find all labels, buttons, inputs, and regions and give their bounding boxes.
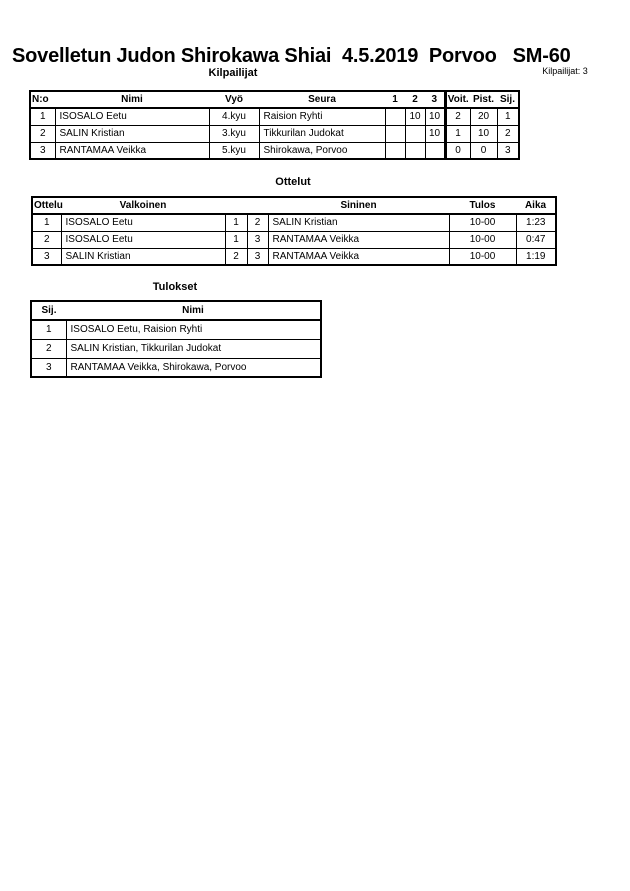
cell-tulos: 10-00	[449, 214, 516, 231]
cell-sij: 1	[497, 108, 519, 125]
cell-nro: 2	[30, 125, 55, 142]
table-row	[30, 125, 519, 142]
table-row	[31, 358, 321, 377]
col-header-blue-nro	[247, 197, 268, 214]
cell-round3	[425, 142, 445, 159]
section-title-ottelut: Ottelut	[275, 176, 311, 188]
col-header-round3: 3	[425, 91, 445, 108]
col-header-pist: Pist.	[470, 91, 497, 108]
cell-valkoinen: ISOSALO Eetu	[61, 231, 225, 248]
col-header-round1: 1	[385, 91, 405, 108]
cell-nimi: ISOSALO Eetu	[55, 108, 209, 125]
section-title-kilpailijat: Kilpailijat	[208, 67, 258, 79]
cell-sininen: SALIN Kristian	[268, 214, 449, 231]
col-header-sij: Sij.	[31, 301, 66, 320]
cell-pist: 10	[470, 125, 497, 142]
cell-sininen: RANTAMAA Veikka	[268, 248, 449, 265]
cell-valkoinen: SALIN Kristian	[61, 248, 225, 265]
col-header-round2: 2	[405, 91, 425, 108]
cell-voit: 0	[445, 142, 470, 159]
cell-aika: 1:19	[516, 248, 556, 265]
cell-nimi: SALIN Kristian	[55, 125, 209, 142]
cell-vyo: 3.kyu	[209, 125, 259, 142]
cell-blue-nro: 2	[247, 214, 268, 231]
table-row	[31, 320, 321, 339]
cell-seura: Shirokawa, Porvoo	[259, 142, 385, 159]
cell-round3: 10	[425, 108, 445, 125]
cell-ottelu: 3	[32, 248, 61, 265]
cell-tulos: 10-00	[449, 248, 516, 265]
col-header-sininen: Sininen	[268, 197, 449, 214]
cell-sij: 2	[497, 125, 519, 142]
col-header-vyo: Vyö	[209, 91, 259, 108]
cell-round1	[385, 108, 405, 125]
cell-vyo: 4.kyu	[209, 108, 259, 125]
cell-blue-nro: 3	[247, 248, 268, 265]
col-header-nimi: Nimi	[55, 91, 209, 108]
competitors-count-label: Kilpailijat: 3	[542, 66, 588, 76]
cell-round1	[385, 125, 405, 142]
cell-round2	[405, 125, 425, 142]
col-header-seura: Seura	[259, 91, 385, 108]
cell-seura: Tikkurilan Judokat	[259, 125, 385, 142]
cell-vyo: 5.kyu	[209, 142, 259, 159]
cell-round1	[385, 142, 405, 159]
col-header-nimi: Nimi	[66, 301, 321, 320]
col-header-valkoinen: Valkoinen	[61, 197, 225, 214]
table-row	[31, 339, 321, 358]
cell-voit: 2	[445, 108, 470, 125]
cell-seura: Raision Ryhti	[259, 108, 385, 125]
cell-nimi: RANTAMAA Veikka	[55, 142, 209, 159]
cell-sij: 3	[497, 142, 519, 159]
cell-sij: 2	[31, 339, 66, 358]
ottelut-table	[31, 196, 557, 266]
col-header-ottelu: Ottelu	[32, 197, 61, 214]
cell-aika: 0:47	[516, 231, 556, 248]
cell-round3: 10	[425, 125, 445, 142]
cell-valkoinen: ISOSALO Eetu	[61, 214, 225, 231]
tulokset-header-row	[31, 301, 321, 320]
cell-nimi: SALIN Kristian, Tikkurilan Judokat	[66, 339, 321, 358]
page-title: Sovelletun Judon Shirokawa Shiai 4.5.2019 Porvoo SM-60	[12, 45, 571, 67]
cell-nimi: ISOSALO Eetu, Raision Ryhti	[66, 320, 321, 339]
cell-tulos: 10-00	[449, 231, 516, 248]
col-header-tulos: Tulos	[449, 197, 516, 214]
table-row	[32, 231, 556, 248]
section-title-tulokset: Tulokset	[152, 281, 198, 293]
table-row	[32, 248, 556, 265]
kilpailijat-table	[29, 90, 520, 160]
tulokset-table	[30, 300, 322, 378]
cell-round2	[405, 142, 425, 159]
kilpailijat-header-row	[30, 91, 519, 108]
col-header-voit: Voit.	[445, 91, 470, 108]
cell-round2: 10	[405, 108, 425, 125]
col-header-aika: Aika	[516, 197, 556, 214]
cell-nimi: RANTAMAA Veikka, Shirokawa, Porvoo	[66, 358, 321, 377]
cell-sininen: RANTAMAA Veikka	[268, 231, 449, 248]
cell-nro: 1	[30, 108, 55, 125]
ottelut-header-row	[32, 197, 556, 214]
cell-voit: 1	[445, 125, 470, 142]
cell-sij: 1	[31, 320, 66, 339]
cell-white-nro: 1	[225, 214, 247, 231]
cell-nro: 3	[30, 142, 55, 159]
cell-blue-nro: 3	[247, 231, 268, 248]
cell-white-nro: 1	[225, 231, 247, 248]
cell-ottelu: 1	[32, 214, 61, 231]
cell-pist: 20	[470, 108, 497, 125]
table-row	[30, 108, 519, 125]
cell-ottelu: 2	[32, 231, 61, 248]
table-row	[32, 214, 556, 231]
cell-pist: 0	[470, 142, 497, 159]
table-row	[30, 142, 519, 159]
cell-white-nro: 2	[225, 248, 247, 265]
cell-aika: 1:23	[516, 214, 556, 231]
col-header-nro: N:o	[30, 91, 55, 108]
cell-sij: 3	[31, 358, 66, 377]
col-header-sij: Sij.	[497, 91, 519, 108]
col-header-white-nro	[225, 197, 247, 214]
